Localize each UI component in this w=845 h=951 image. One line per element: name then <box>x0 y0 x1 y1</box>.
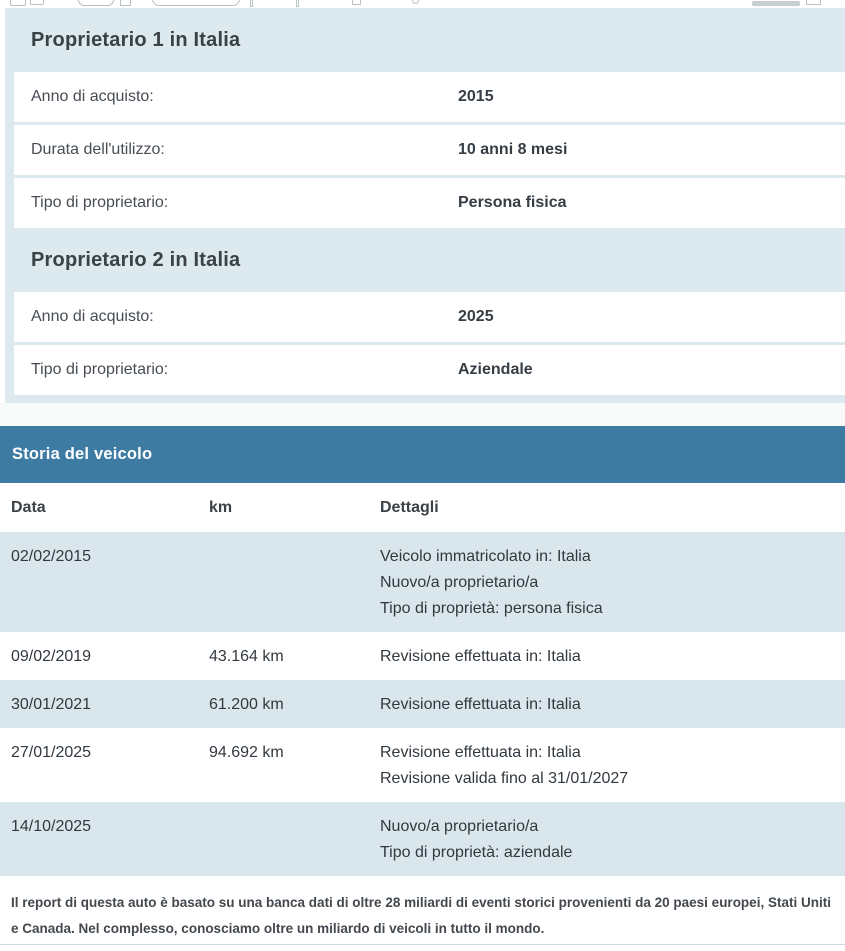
cropped-icon-fragment <box>752 1 800 6</box>
owner-section <box>5 8 845 228</box>
cropped-icon-fragment <box>152 0 240 6</box>
history-detail-line: Veicolo immatricolato in: Italia <box>380 548 591 565</box>
report-footer-text: Il report di questa auto è basato su una banca dati di oltre 28 miliardi di eventi storici provenienti da 20 paesi europei, Stati Uniti e Canada. Nel complesso, conosciamo oltre un miliardo di veicoli in tutto il mondo. <box>11 895 831 936</box>
cropped-icon-fragment <box>296 0 299 7</box>
history-row <box>0 632 845 680</box>
history-date: 30/01/2021 <box>11 696 92 713</box>
history-date: 02/02/2015 <box>11 548 92 565</box>
history-date: 09/02/2019 <box>11 648 92 665</box>
history-details <box>380 814 845 866</box>
history-km: 94.692 km <box>209 744 284 761</box>
history-km: 43.164 km <box>209 648 284 665</box>
history-details <box>380 644 845 670</box>
owner-section-header <box>5 8 845 72</box>
cropped-icon-fragment <box>250 0 253 7</box>
owner-section-title: Proprietario 1 in Italia <box>31 28 241 51</box>
history-table <box>0 483 845 876</box>
history-detail-line: Revisione effettuata in: Italia <box>380 696 581 713</box>
section-gap <box>0 403 845 426</box>
owner-rows <box>5 72 845 228</box>
history-row <box>0 532 845 632</box>
owner-row-label: Anno di acquisto: <box>31 88 154 105</box>
column-header-km: km <box>209 498 233 516</box>
owner-row <box>14 125 845 175</box>
owner-row <box>14 292 845 342</box>
history-detail-line: Nuovo/a proprietario/a <box>380 818 539 835</box>
cropped-icon-fragment <box>352 0 361 5</box>
column-header-data: Data <box>11 498 46 516</box>
history-title: Storia del veicolo <box>12 445 153 463</box>
history-row <box>0 728 845 802</box>
history-rows <box>0 532 845 876</box>
history-details <box>380 740 845 792</box>
history-km: 61.200 km <box>209 696 284 713</box>
owner-section-header <box>5 228 845 292</box>
history-detail-line: Revisione effettuata in: Italia <box>380 648 581 665</box>
owner-row-value: 2025 <box>458 308 494 325</box>
history-detail-line: Nuovo/a proprietario/a <box>380 574 539 591</box>
owner-row-label: Tipo di proprietario: <box>31 361 169 378</box>
cropped-icon-fragment <box>30 0 44 5</box>
history-details <box>380 692 845 718</box>
owner-row-value: Aziendale <box>458 361 533 378</box>
owner-rows <box>5 292 845 395</box>
owner-row <box>14 345 845 395</box>
history-date: 27/01/2025 <box>11 744 92 761</box>
owner-sections <box>5 8 845 395</box>
bottom-strip <box>0 945 845 950</box>
owner-row-value: Persona fisica <box>458 194 567 211</box>
owner-row-value: 2015 <box>458 88 494 105</box>
history-details <box>380 544 845 622</box>
cropped-icon-fragment <box>78 0 114 6</box>
history-detail-line: Revisione valida fino al 31/01/2027 <box>380 770 629 787</box>
owner-section <box>5 228 845 395</box>
owner-row-label: Anno di acquisto: <box>31 308 154 325</box>
owner-row-label: Durata dell'utilizzo: <box>31 141 165 158</box>
owners-card <box>5 8 845 403</box>
history-row <box>0 802 845 876</box>
history-table-header <box>0 483 845 532</box>
owner-row <box>14 178 845 228</box>
history-km <box>209 814 380 866</box>
column-header-dettagli: Dettagli <box>380 498 439 516</box>
cropped-icon-fragment <box>10 0 26 6</box>
vehicle-history-card <box>0 426 845 950</box>
history-detail-line: Revisione effettuata in: Italia <box>380 744 581 761</box>
cropped-icon-fragment <box>412 0 419 4</box>
report-footer <box>0 876 845 945</box>
top-cropped-artifacts <box>0 0 845 8</box>
history-detail-line: Tipo di proprietà: persona fisica <box>380 600 603 617</box>
owner-row-value: 10 anni 8 mesi <box>458 141 568 158</box>
history-date: 14/10/2025 <box>11 818 92 835</box>
history-header <box>0 426 845 483</box>
owner-row-label: Tipo di proprietario: <box>31 194 169 211</box>
history-detail-line: Tipo di proprietà: aziendale <box>380 844 573 861</box>
history-km <box>209 544 380 622</box>
history-row <box>0 680 845 728</box>
cropped-icon-fragment <box>806 0 821 5</box>
owner-row <box>14 72 845 122</box>
owner-section-title: Proprietario 2 in Italia <box>31 248 241 271</box>
cropped-icon-fragment <box>120 0 131 6</box>
